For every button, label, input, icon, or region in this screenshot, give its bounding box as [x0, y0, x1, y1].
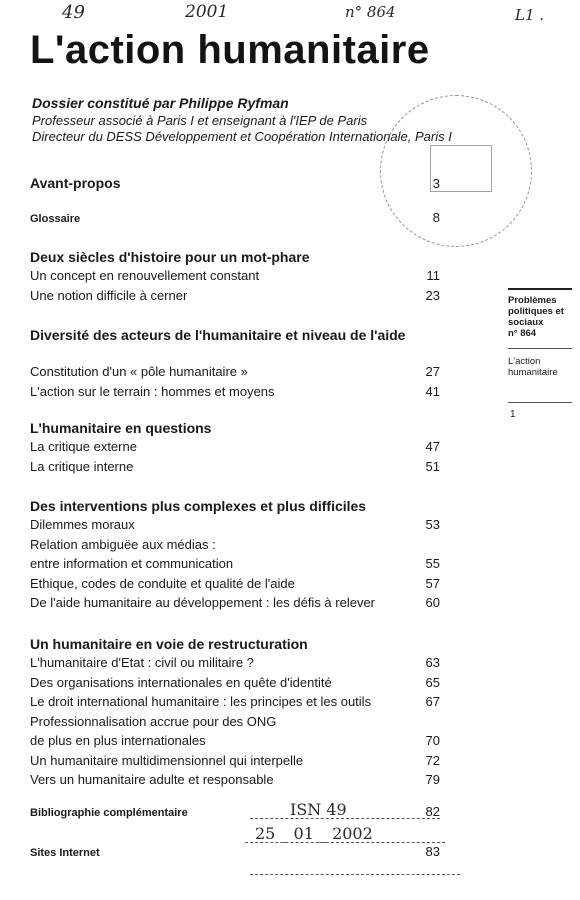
sidebar-top-rule — [508, 288, 572, 290]
handwritten-number-49: 49 — [62, 2, 85, 23]
toc-entry — [30, 653, 440, 673]
entry-page: 47 — [425, 439, 440, 454]
stamp-fill-line — [245, 842, 445, 843]
toc-entry — [30, 554, 440, 574]
entry-text: Vers un humanitaire adulte et responsable — [30, 772, 274, 787]
sidebar-series — [508, 295, 578, 339]
toc-entry — [30, 731, 440, 751]
toc-entry — [30, 535, 440, 555]
glossaire-page: 8 — [432, 210, 440, 225]
toc-section-4 — [30, 498, 440, 613]
series-number: n° 864 — [508, 328, 537, 339]
handwritten-issue-number: n° 864 — [345, 3, 396, 21]
toc-section-5 — [30, 636, 440, 790]
toc-section-2 — [30, 327, 410, 344]
toc-entry — [30, 574, 440, 594]
section-title: Un humanitaire en voie de restructuration — [30, 636, 308, 652]
toc-section-3 — [30, 420, 440, 476]
entry-text: La critique externe — [30, 439, 137, 454]
stamp-fill-line — [250, 874, 460, 875]
author-director: Directeur du DESS Développement et Coopération Internationale, Paris I — [32, 129, 452, 144]
page-title: L'action humanitaire — [30, 28, 430, 72]
entry-page: 72 — [425, 752, 440, 768]
handwritten-code: L1 . — [515, 6, 545, 24]
toc-entry — [30, 673, 440, 693]
toc-entry — [30, 362, 440, 382]
toc-entry — [30, 286, 440, 306]
toc-section-1 — [30, 249, 440, 305]
entry-text: Dilemmes moraux — [30, 517, 135, 532]
entry-text: Le droit international humanitaire : les principes et les outils — [30, 694, 372, 709]
glossaire-title: Glossaire — [30, 213, 81, 225]
section-title: L'humanitaire en questions — [30, 420, 212, 436]
entry-page — [410, 712, 440, 732]
sidebar-subtitle: L'action humanitaire — [508, 356, 558, 378]
handwritten-year: 2001 — [185, 2, 229, 22]
entry-page: 53 — [425, 517, 440, 532]
toc-entry — [30, 515, 440, 535]
entry-page: 67 — [425, 694, 440, 709]
entry-page: 55 — [425, 556, 440, 571]
entry-page: 65 — [425, 674, 440, 690]
sites-title: Sites Internet — [30, 847, 100, 859]
sites-page: 83 — [425, 844, 440, 859]
toc-bibliographie — [30, 804, 440, 822]
entry-text: Des organisations internationales en quête d'identité — [30, 674, 332, 690]
toc-entry — [30, 692, 440, 712]
entry-page: 41 — [425, 383, 440, 399]
entry-text: De l'aide humanitaire au développement : les défis à relever — [30, 595, 376, 610]
entry-text: Un humanitaire multidimensionnel qui interpelle — [30, 752, 304, 768]
entry-text: Constitution d'un « pôle humanitaire » — [30, 364, 248, 379]
section-title: Diversité des acteurs de l'humanitaire et niveau de l'aide — [30, 327, 406, 343]
stamp-fill-line — [250, 818, 440, 819]
entry-text: Un concept en renouvellement constant — [30, 268, 260, 283]
entry-text: entre information et communication — [30, 556, 234, 571]
toc-sites — [30, 836, 440, 862]
entry-text: L'humanitaire d'Etat : civil ou militaire ? — [30, 655, 254, 670]
entry-page: 60 — [425, 595, 440, 610]
entry-page: 23 — [425, 287, 440, 303]
entry-page: 57 — [425, 575, 440, 591]
section-title: Des interventions plus complexes et plus difficiles — [30, 498, 367, 514]
sidebar-page-number: 1 — [510, 409, 516, 420]
entry-page — [410, 535, 440, 555]
author-line: Dossier constitué par Philippe Ryfman — [32, 95, 289, 111]
toc-entry — [30, 382, 440, 402]
author-position: Professeur associé à Paris I et enseignant à l'IEP de Paris — [32, 113, 368, 128]
entry-page: 63 — [425, 655, 440, 670]
sidebar-rule — [508, 402, 572, 403]
entry-text: Ethique, codes de conduite et qualité de l'aide — [30, 575, 295, 591]
bibliographie-title: Bibliographie complémentaire — [30, 807, 188, 819]
toc-entry — [30, 266, 440, 286]
handwritten-date: 25 _ 01 _ 2002 — [255, 824, 373, 843]
handwritten-isn: ISN 49 — [290, 800, 347, 819]
toc-entry — [30, 437, 440, 457]
avant-propos-title: Avant-propos — [30, 175, 121, 191]
toc-entry — [30, 770, 440, 790]
entry-text: Professionnalisation accrue pour des ONG — [30, 713, 277, 729]
toc-section-2-entries — [30, 362, 440, 401]
entry-text: L'action sur le terrain : hommes et moyens — [30, 383, 275, 399]
entry-text: Une notion difficile à cerner — [30, 287, 188, 303]
toc-glossaire — [30, 210, 440, 228]
entry-page: 51 — [425, 458, 440, 474]
entry-page: 70 — [425, 733, 440, 748]
section-title: Deux siècles d'histoire pour un mot-phare — [30, 249, 310, 265]
toc-entry — [30, 457, 440, 477]
sidebar-rule — [508, 348, 572, 349]
entry-page: 27 — [425, 364, 440, 379]
series-name: Problèmes politiques et sociaux — [508, 295, 564, 328]
entry-page: 79 — [425, 772, 440, 787]
bibliographie-page: 82 — [425, 804, 440, 819]
toc-entry — [30, 751, 440, 771]
toc-entry — [30, 593, 440, 613]
entry-text: La critique interne — [30, 458, 134, 474]
entry-text: de plus en plus internationales — [30, 733, 206, 748]
toc-avant-propos — [30, 170, 440, 192]
entry-text: Relation ambiguëe aux médias : — [30, 536, 216, 552]
toc-entry — [30, 712, 440, 732]
avant-propos-page: 3 — [432, 176, 440, 191]
entry-page: 11 — [426, 268, 440, 283]
